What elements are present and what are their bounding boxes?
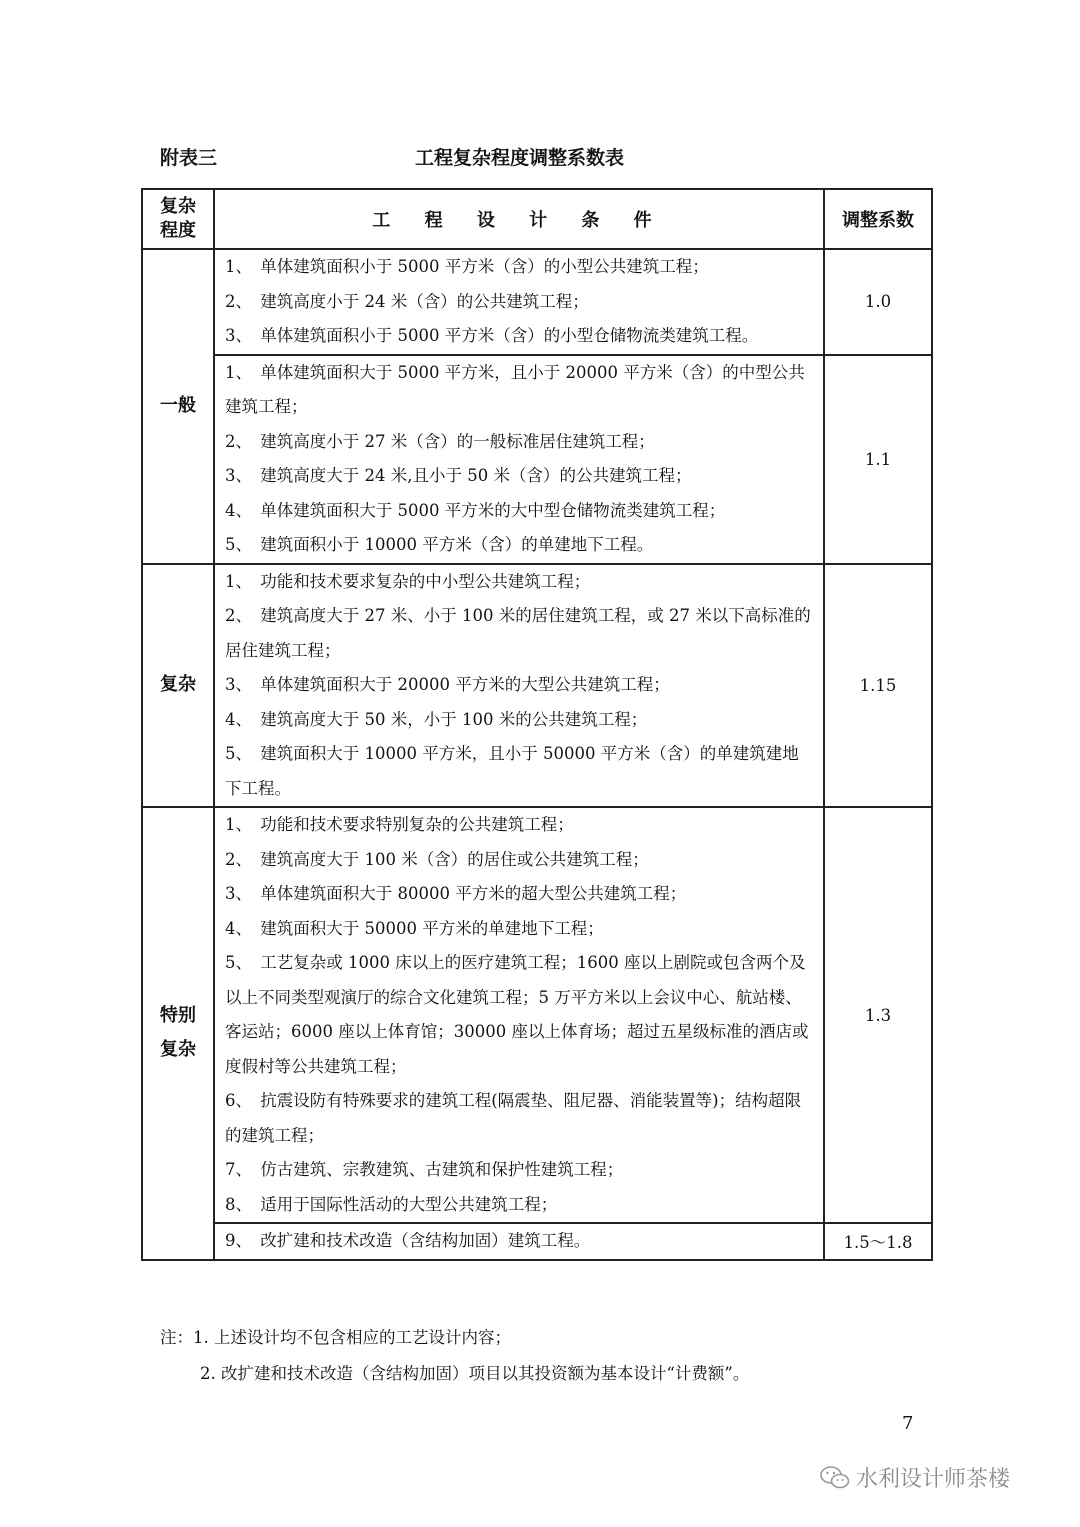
list-item: 9、 改扩建和技术改造（含结构加固）建筑工程。 [225,1231,591,1250]
list-item: 3、 单体建筑面积小于 5000 平方米（含）的小型仓储物流类建筑工程。 [225,326,759,345]
level-special-line2: 复杂 [160,1039,196,1061]
list-item: 5、 建筑面积小于 10000 平方米（含）的单建地下工程。 [225,535,654,554]
list-item: 4、 建筑高度大于 50 米，小于 100 米的公共建筑工程； [225,709,648,729]
list-item: 2、 建筑高度小于 27 米（含）的一般标准居住建筑工程； [225,431,655,451]
appendix-label: 附表三 [160,147,218,169]
list-item: 4、 建筑面积大于 50000 平方米的单建地下工程； [225,918,604,938]
level-special [142,807,214,1260]
list-item: 2、 建筑高度小于 24 米（含）的公共建筑工程； [225,291,589,311]
table-row [142,355,932,564]
list-item: 3、 单体建筑面积大于 20000 平方米的大型公共建筑工程； [225,675,670,694]
level-complex: 复杂 [142,564,214,808]
note-line-2: 2. 改扩建和技术改造（含结构加固）项目以其投资额为基本设计“计费额”。 [200,1364,750,1383]
column-header-level: 复杂程度 [142,189,214,249]
conditions-cell [214,807,824,1223]
list-item: 6、 抗震设防有特殊要求的建筑工程(隔震垫、阻尼器、消能装置等)；结构超限的建筑工程； [225,1091,802,1145]
table-row [142,1223,932,1260]
list-item: 5、 工艺复杂或 1000 床以上的医疗建筑工程；1600 座以上剧院或包含两个及以上不同类型观演厅的综合文化建筑工程；5 万平方米以上会议中心、航站楼、客运站；6000 座以上体育馆；30000 座以上体育场；超过五星级标准的酒店或度假村等公共建筑工程； [225,953,809,1076]
conditions-cell [214,355,824,564]
coefficient-table [141,188,933,1261]
coefficient-value: 1.0 [824,249,932,355]
table-row [142,564,932,808]
level-special-line1: 特别 [160,1005,196,1027]
level-general: 一般 [142,249,214,564]
column-header-coefficient: 调整系数 [824,189,932,249]
list-item: 2、 建筑高度大于 27 米、小于 100 米的居住建筑工程，或 27 米以下高标准的居住建筑工程； [225,606,811,660]
list-item: 8、 适用于国际性活动的大型公共建筑工程； [225,1194,558,1214]
column-header-conditions: 工 程 设 计 条 件 [214,189,824,249]
list-item: 7、 仿古建筑、宗教建筑、古建筑和保护性建筑工程； [225,1160,624,1179]
page-number: 7 [902,1413,914,1434]
watermark [820,1462,1010,1493]
list-item: 3、 单体建筑面积大于 80000 平方米的超大型公共建筑工程； [225,884,687,903]
watermark-text: 水利设计师茶楼 [856,1467,1011,1492]
table-header [160,143,920,177]
wechat-icon [820,1465,850,1491]
list-item: 1、 单体建筑面积小于 5000 平方米（含）的小型公共建筑工程； [225,257,709,276]
table-header-row [142,189,932,249]
table-row [142,807,932,1223]
table-title: 工程复杂程度调整系数表 [415,147,625,169]
conditions-cell [214,1223,824,1260]
list-item: 1、 功能和技术要求特别复杂的公共建筑工程； [225,815,574,834]
list-item: 3、 建筑高度大于 24 米,且小于 50 米（含）的公共建筑工程； [225,466,692,485]
list-item: 4、 单体建筑面积大于 5000 平方米的大中型仓储物流类建筑工程； [225,500,726,520]
coefficient-value: 1.3 [824,807,932,1223]
list-item: 1、 功能和技术要求复杂的中小型公共建筑工程； [225,571,591,591]
conditions-cell [214,564,824,808]
coefficient-value: 1.5～1.8 [824,1223,932,1260]
note-line-1: 注：1. 上述设计均不包含相应的工艺设计内容； [160,1328,511,1347]
list-item: 1、 单体建筑面积大于 5000 平方米，且小于 20000 平方米（含）的中型公共建筑工程； [225,362,805,416]
list-item: 2、 建筑高度大于 100 米（含）的居住或公共建筑工程； [225,849,649,869]
coefficient-value: 1.1 [824,355,932,564]
table-row [142,249,932,355]
table-notes [160,1320,920,1392]
list-item: 5、 建筑面积大于 10000 平方米，且小于 50000 平方米（含）的单建筑建地下工程。 [225,744,799,798]
coefficient-value: 1.15 [824,564,932,808]
conditions-cell [214,249,824,355]
